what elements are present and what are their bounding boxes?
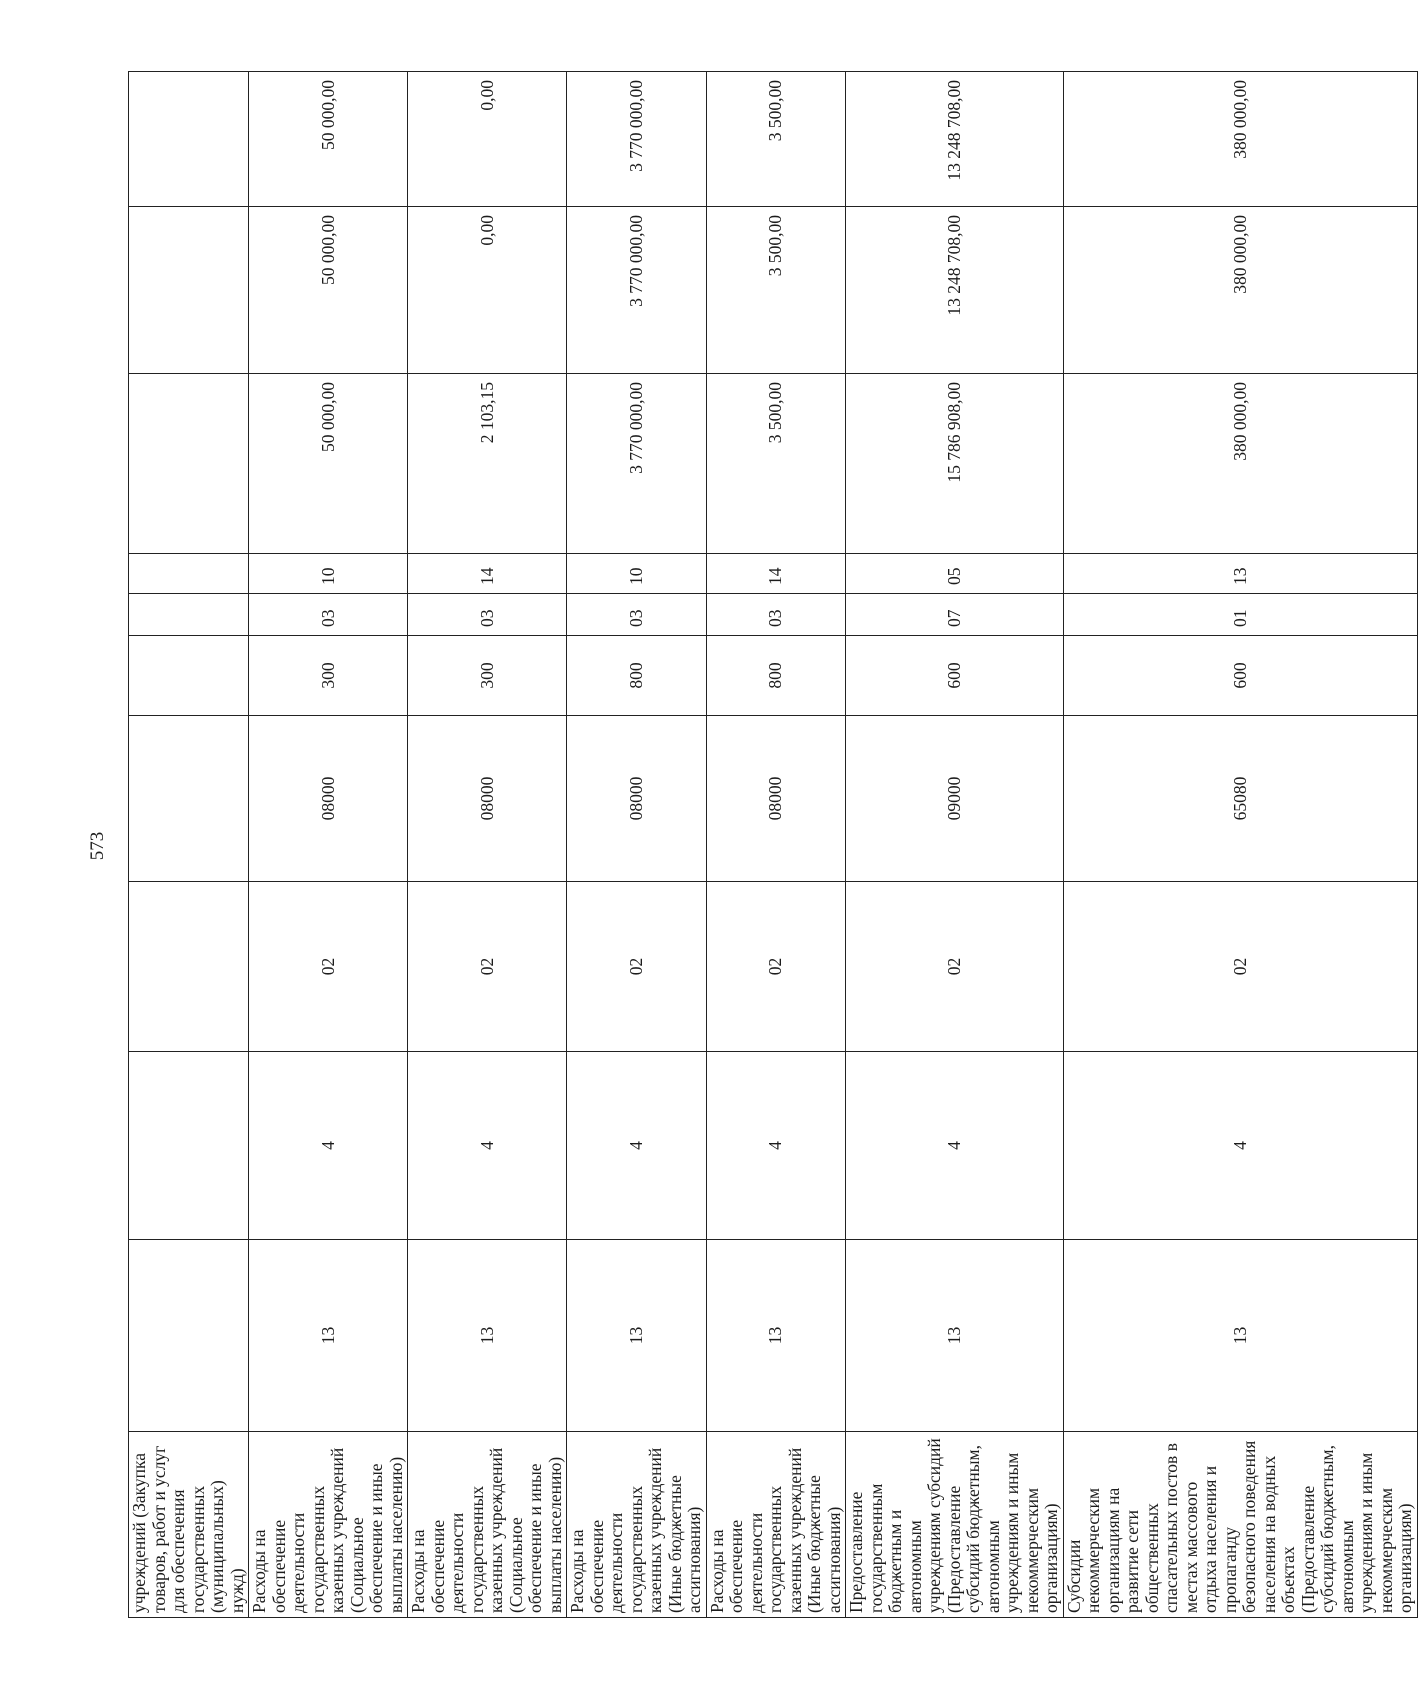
cell-sub <box>129 882 249 1052</box>
row-description: Субсидии некоммерческим организациям на развитие сети общественных спасательных постов в местах массового отдыха населения и пропаганду безопасного поведения населения на водных объектах (Предоставление субсидий бюджетным, автономным учреждениям и иным некоммерческим организациям) <box>1063 1432 1417 1618</box>
cell-sum-1: 3 770 000,00 <box>567 374 707 554</box>
cell-gr <box>129 1240 249 1432</box>
cell-sum-2: 50 000,00 <box>249 207 408 374</box>
cell-gr: 13 <box>567 1240 707 1432</box>
cell-exp: 300 <box>249 636 408 716</box>
cell-code-1: 01 <box>1063 594 1417 636</box>
cell-exp <box>129 636 249 716</box>
cell-gr: 13 <box>846 1240 1064 1432</box>
cell-exp: 600 <box>846 636 1064 716</box>
cell-sum-1: 3 500,00 <box>706 374 846 554</box>
cell-sum-1 <box>129 374 249 554</box>
table-row <box>567 72 707 1618</box>
cell-sum-1: 15 786 908,00 <box>846 374 1064 554</box>
cell-prog: 08000 <box>706 716 846 882</box>
cell-code-2: 10 <box>567 554 707 594</box>
row-description: Расходы на обеспечение деятельности государственных казенных учреждений (Иные бюджетные ассигнования) <box>567 1432 707 1618</box>
cell-sum-2: 13 248 708,00 <box>846 207 1064 374</box>
cell-code-2: 13 <box>1063 554 1417 594</box>
cell-prog: 08000 <box>408 716 567 882</box>
cell-sum-3: 50 000,00 <box>249 72 408 207</box>
cell-gr: 13 <box>249 1240 408 1432</box>
row-description: Расходы на обеспечение деятельности государственных казенных учреждений (Социальное обеспечение и иные выплаты населению) <box>249 1432 408 1618</box>
cell-exp: 800 <box>706 636 846 716</box>
cell-sum-1: 380 000,00 <box>1063 374 1417 554</box>
row-description: учреждений (Закупка товаров, работ и услуг для обеспечения государственных (муниципальных) нужд) <box>129 1432 249 1618</box>
cell-sum-3 <box>129 72 249 207</box>
cell-sec <box>129 1052 249 1240</box>
budget-table-container <box>128 72 1415 1618</box>
table-row <box>408 72 567 1618</box>
cell-code-2 <box>129 554 249 594</box>
table-row <box>249 72 408 1618</box>
cell-sum-3: 3 500,00 <box>706 72 846 207</box>
cell-sub: 02 <box>1063 882 1417 1052</box>
cell-gr: 13 <box>408 1240 567 1432</box>
cell-prog <box>129 716 249 882</box>
cell-prog: 08000 <box>249 716 408 882</box>
cell-sub: 02 <box>567 882 707 1052</box>
cell-exp: 600 <box>1063 636 1417 716</box>
cell-sub: 02 <box>706 882 846 1052</box>
table-row <box>1063 72 1417 1618</box>
cell-gr: 13 <box>1063 1240 1417 1432</box>
cell-sum-3: 3 770 000,00 <box>567 72 707 207</box>
cell-exp: 800 <box>567 636 707 716</box>
cell-code-1 <box>129 594 249 636</box>
cell-sum-2: 3 500,00 <box>706 207 846 374</box>
budget-table <box>128 71 1418 1618</box>
cell-sec: 4 <box>249 1052 408 1240</box>
row-description: Расходы на обеспечение деятельности государственных казенных учреждений (Социальное обеспечение и иные выплаты населению) <box>408 1432 567 1618</box>
cell-gr: 13 <box>706 1240 846 1432</box>
cell-sum-3: 380 000,00 <box>1063 72 1417 207</box>
cell-sec: 4 <box>706 1052 846 1240</box>
table-row <box>706 72 846 1618</box>
cell-sum-2 <box>129 207 249 374</box>
row-description: Расходы на обеспечение деятельности государственных казенных учреждений (Иные бюджетные ассигнования) <box>706 1432 846 1618</box>
cell-sec: 4 <box>408 1052 567 1240</box>
cell-sec: 4 <box>567 1052 707 1240</box>
cell-code-1: 03 <box>567 594 707 636</box>
cell-code-1: 03 <box>408 594 567 636</box>
cell-code-2: 14 <box>408 554 567 594</box>
cell-code-1: 07 <box>846 594 1064 636</box>
cell-sum-3: 0,00 <box>408 72 567 207</box>
cell-sec: 4 <box>846 1052 1064 1240</box>
cell-code-2: 05 <box>846 554 1064 594</box>
cell-sum-1: 50 000,00 <box>249 374 408 554</box>
cell-prog: 09000 <box>846 716 1064 882</box>
cell-exp: 300 <box>408 636 567 716</box>
cell-sum-2: 0,00 <box>408 207 567 374</box>
cell-sum-2: 380 000,00 <box>1063 207 1417 374</box>
rotated-page-content <box>128 72 1415 1618</box>
cell-code-2: 10 <box>249 554 408 594</box>
row-description: Предоставление государственным бюджетным и автономным учреждениям субсидий (Предоставление субсидий бюджетным, автономным учреждениям и иным некоммерческим организациям) <box>846 1432 1064 1618</box>
cell-prog: 08000 <box>567 716 707 882</box>
cell-sub: 02 <box>408 882 567 1052</box>
table-row <box>846 72 1064 1618</box>
cell-sum-1: 2 103,15 <box>408 374 567 554</box>
cell-sum-2: 3 770 000,00 <box>567 207 707 374</box>
cell-sum-3: 13 248 708,00 <box>846 72 1064 207</box>
cell-prog: 65080 <box>1063 716 1417 882</box>
cell-sec: 4 <box>1063 1052 1417 1240</box>
table-row <box>129 72 249 1618</box>
cell-sub: 02 <box>249 882 408 1052</box>
cell-code-1: 03 <box>249 594 408 636</box>
cell-code-2: 14 <box>706 554 846 594</box>
cell-code-1: 03 <box>706 594 846 636</box>
cell-sub: 02 <box>846 882 1064 1052</box>
page-number: 573 <box>87 831 108 861</box>
